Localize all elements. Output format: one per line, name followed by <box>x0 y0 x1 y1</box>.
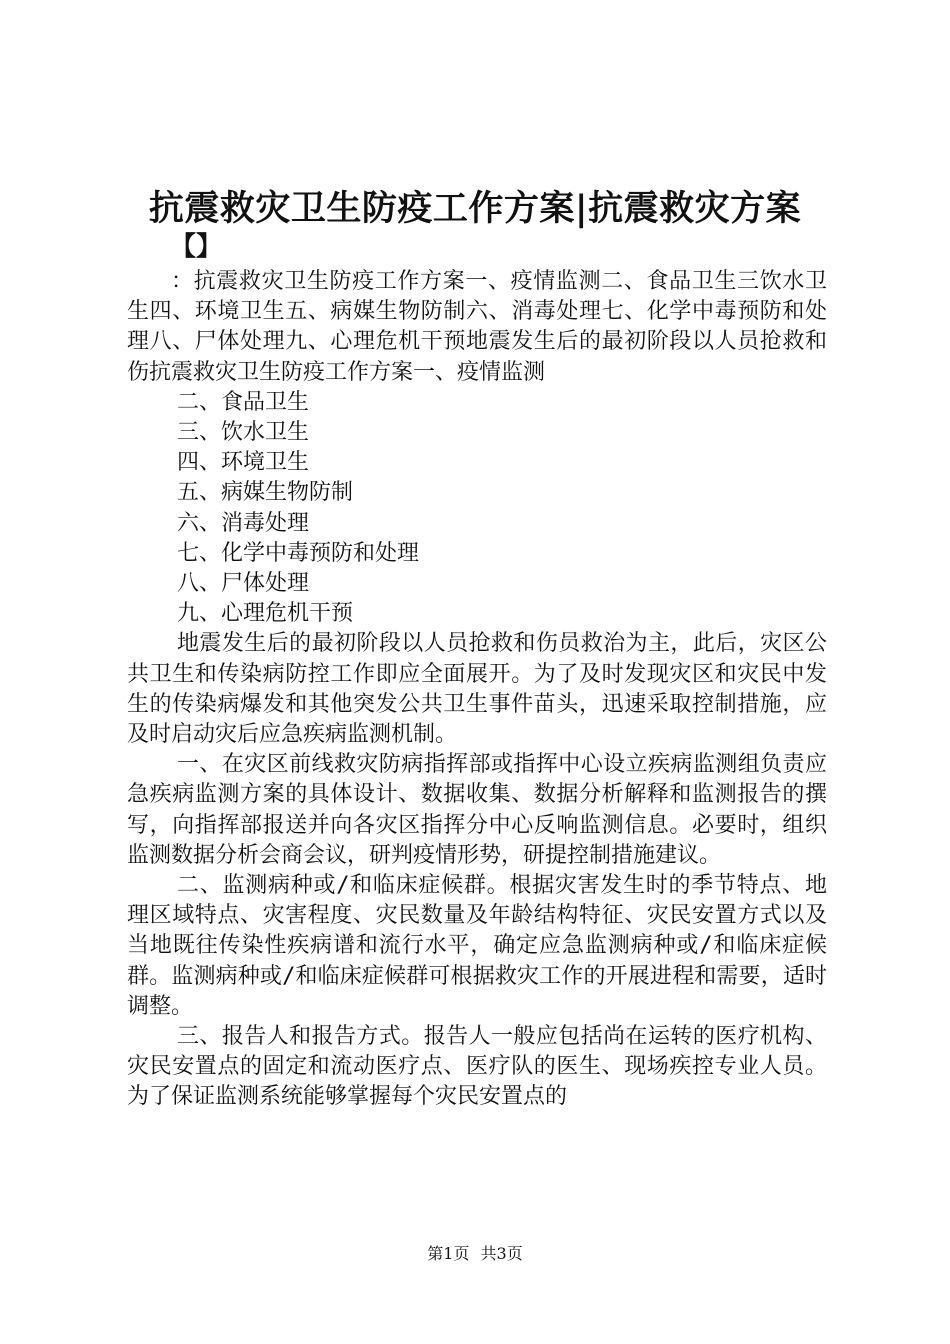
page-title: 抗震救灾卫生防疫工作方案|抗震救灾方案 <box>148 188 802 229</box>
document-body <box>127 267 827 1113</box>
bracket-marker: 【】 <box>170 232 223 262</box>
list-item: 四、环境卫生 <box>177 450 310 476</box>
list-item: 三、饮水卫生 <box>177 420 310 446</box>
intro-paragraph: ：抗震救灾卫生防疫工作方案一、疫情监测二、食品卫生三饮水卫生四、环境卫生五、病媒生物防制六、消毒处理七、化学中毒预防和处理八、尸体处理九、心理危机干预地震发生后的最初阶段以人员抢救和伤抗震救灾卫生防疫工作方案一、疫情监测 <box>127 269 827 385</box>
list-item: 八、尸体处理 <box>177 571 310 597</box>
page-number: 第1页 <box>427 1244 470 1263</box>
body-paragraph: 二、监测病种或/和临床症候群。根据灾害发生时的季节特点、地理区域特点、灾害程度、灾民数量及年龄结构特征、灾民安置方式以及当地既往传染性疾病谱和流行水平，确定应急监测病种或/和临床症候群。监测病种或/和临床症候群可根据救灾工作的开展进程和需要，适时调整。 <box>127 873 827 1019</box>
list-item: 七、化学中毒预防和处理 <box>177 540 420 566</box>
page-total: 共3页 <box>480 1244 523 1263</box>
body-paragraph: 地震发生后的最初阶段以人员抢救和伤员救治为主，此后，灾区公共卫生和传染病防控工作即应全面展开。为了及时发现灾区和灾民中发生的传染病爆发和其他突发公共卫生事件苗头，迅速采取控制措施，应及时启动灾后应急疾病监测机制。 <box>127 631 827 748</box>
list-item: 六、消毒处理 <box>177 510 310 536</box>
body-paragraph: 三、报告人和报告方式。报告人一般应包括尚在运转的医疗机构、灾民安置点的固定和流动医疗点、医疗队的医生、现场疾控专业人员。为了保证监测系统能够掌握每个灾民安置点的 <box>127 1024 827 1110</box>
list-item: 九、心理危机干预 <box>177 601 354 627</box>
body-paragraph: 一、在灾区前线救灾防病指挥部或指挥中心设立疾病监测组负责应急疾病监测方案的具体设计、数据收集、数据分析解释和监测报告的撰写，向指挥部报送并向各灾区指挥分中心反响监测信息。必要时，组织监测数据分析会商会议，研判疫情形势，研提控制措施建议。 <box>127 752 827 868</box>
page-footer <box>0 1244 950 1264</box>
list-item: 二、食品卫生 <box>177 389 310 415</box>
list-item: 五、病媒生物防制 <box>177 480 354 506</box>
